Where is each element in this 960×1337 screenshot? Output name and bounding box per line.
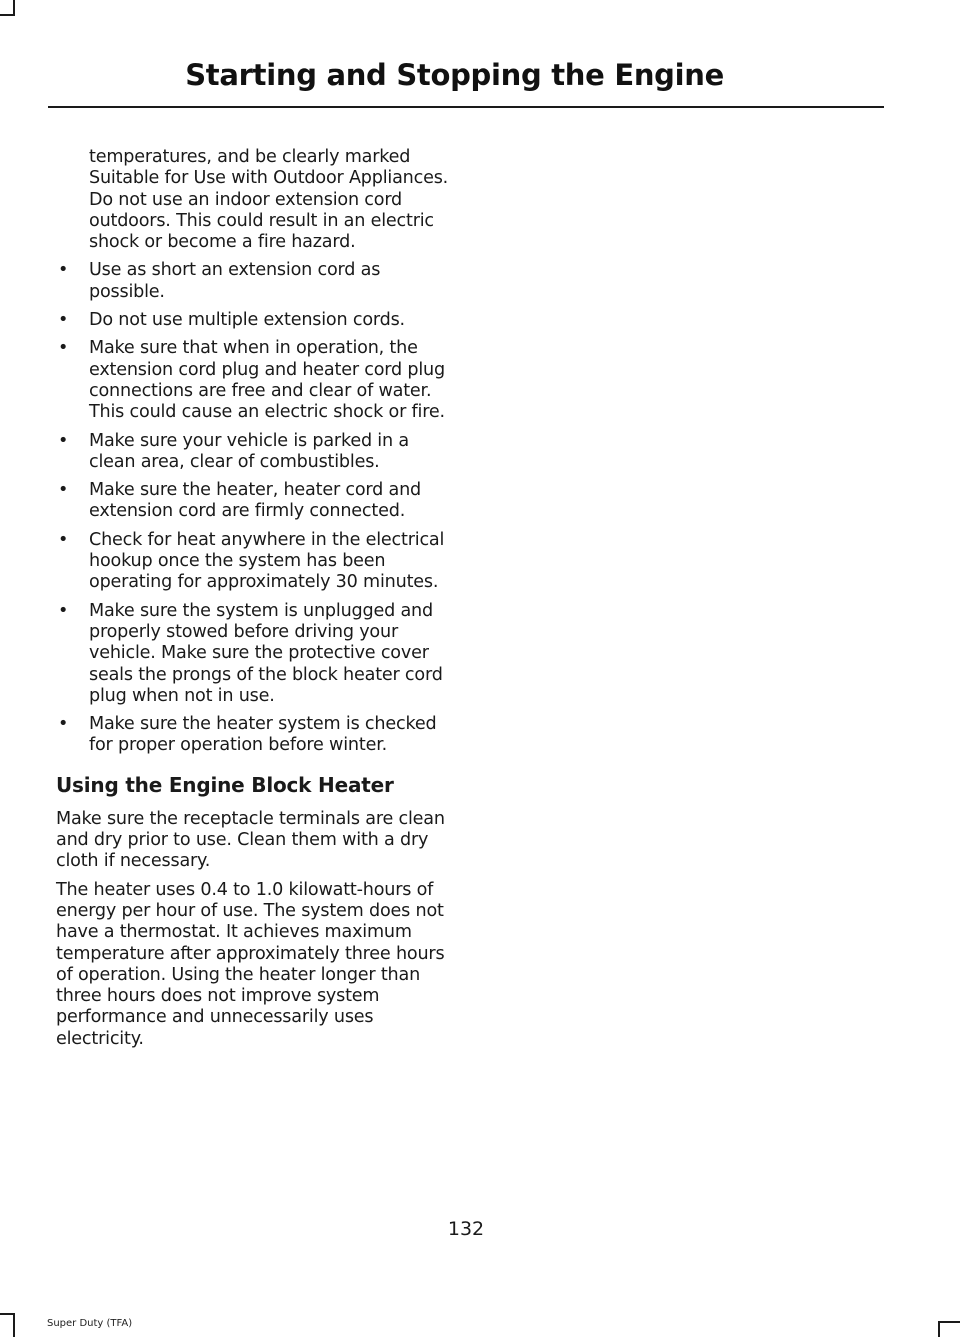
content-column [56,147,450,1057]
list-item [56,714,450,757]
continued-paragraph: temperatures, and be clearly marked Suitable for Use with Outdoor Appliances. Do not use an indoor extension cord outdoors. This could result in an electric shock or become a fire hazard. [89,147,449,253]
bullet-icon: • [58,529,69,550]
list-item [56,530,450,594]
list-item-text: Make sure the system is unplugged and properly stowed before driving your vehicle. Make sure the protective cover seals the prongs of the block heater cord plug when not in use. [89,600,443,706]
crop-mark-bottom-left [13,1313,15,1337]
footer-model-label: Super Duty (TFA) [47,1318,133,1329]
crop-mark-bottom-right [938,1321,940,1337]
body-paragraph: Make sure the receptacle terminals are clean and dry prior to use. Clean them with a dry cloth if necessary. [56,808,445,872]
bullet-icon: • [58,310,69,331]
list-item [56,310,450,331]
page-number: 132 [447,1218,485,1240]
bullet-icon: • [58,714,69,735]
bullet-icon: • [58,600,69,621]
crop-mark-bottom-right-h [938,1321,960,1323]
header-divider [48,106,884,108]
bullet-list [56,260,450,756]
list-item-text: Make sure the heater, heater cord and extension cord are firmly connected. [89,480,422,522]
list-item-text: Use as short an extension cord as possible. [89,260,381,302]
bullet-icon: • [58,260,69,281]
list-item [56,260,450,303]
list-item-text: Check for heat anywhere in the electrical hookup once the system has been operating for approximately 30 minutes. [89,529,445,593]
page-title: Starting and Stopping the Engine [185,58,724,92]
bullet-icon: • [58,480,69,501]
list-item [56,431,450,474]
bullet-icon: • [58,338,69,359]
crop-mark-bottom-left-h [0,1313,15,1315]
list-item [56,601,450,707]
list-item [56,338,450,423]
list-item [56,480,450,523]
list-item-text: Make sure your vehicle is parked in a clean area, clear of combustibles. [89,430,409,472]
list-item-text: Do not use multiple extension cords. [89,310,405,331]
list-item-text: Make sure the heater system is checked for proper operation before winter. [89,714,437,756]
body-paragraph: The heater uses 0.4 to 1.0 kilowatt-hours of energy per hour of use. The system does not have a thermostat. It achieves maximum temperature after approximately three hours of operation. Using the heater longer than three hours does not improve system performance and unnecessarily uses electricity. [56,879,445,1049]
list-item-text: Make sure that when in operation, the extension cord plug and heater cord plug connections are free and clear of water. This could cause an electric shock or fire. [89,338,445,423]
crop-mark-top-left-h [0,14,15,16]
section-heading: Using the Engine Block Heater [56,772,394,797]
bullet-icon: • [58,430,69,451]
